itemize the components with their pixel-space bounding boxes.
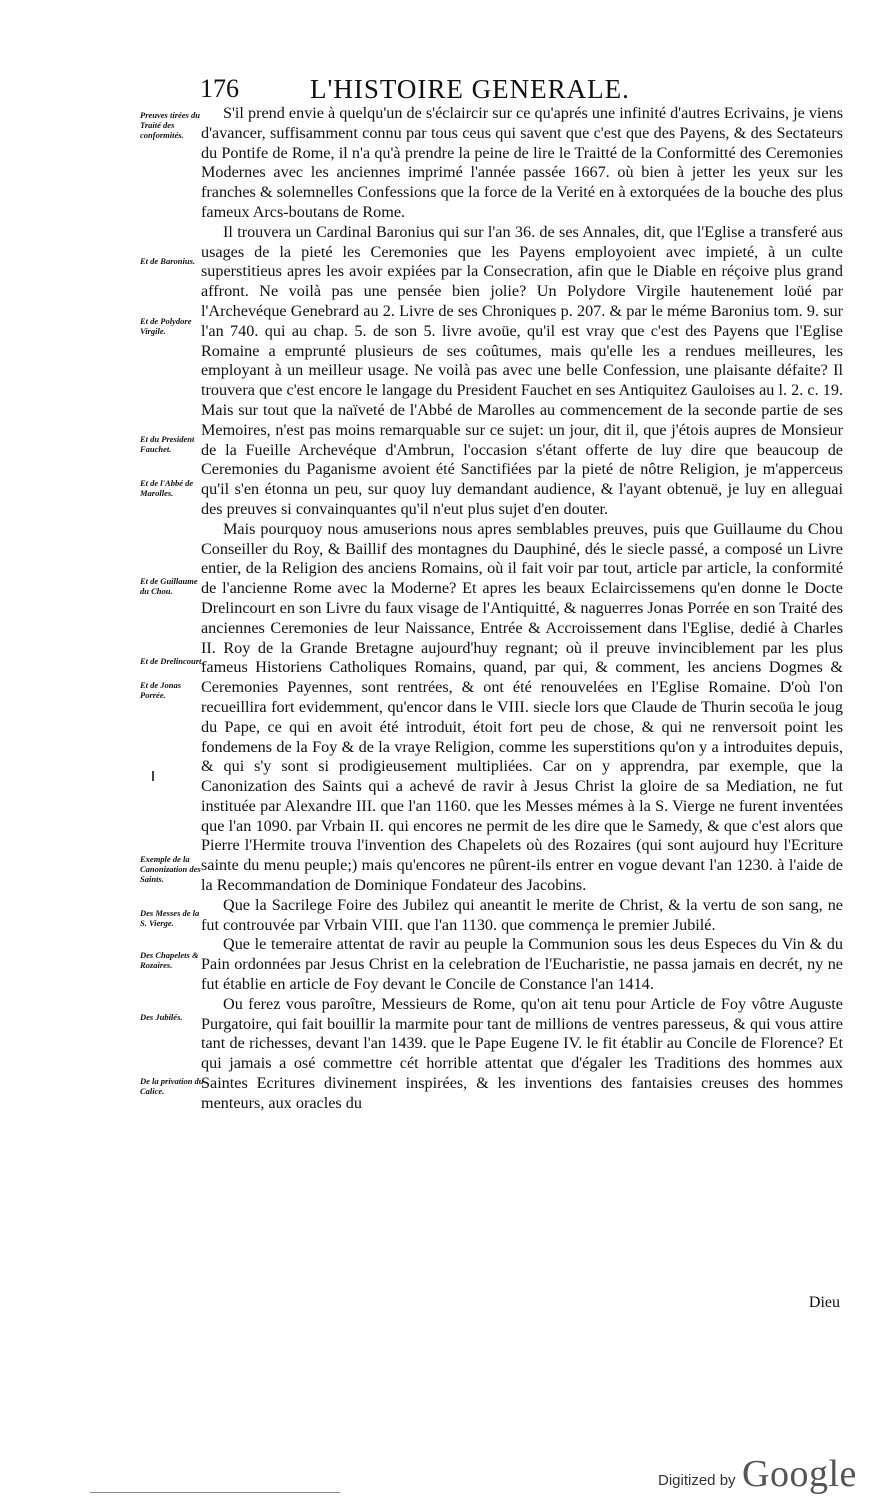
catchword: Dieu bbox=[808, 1294, 840, 1311]
margin-note-chapelets: Des Chapelets & Rozaires. bbox=[140, 950, 199, 970]
margin-tick bbox=[152, 771, 154, 781]
page-header bbox=[200, 74, 840, 108]
paragraph: S'il prend envie à quelqu'un de s'éclaircir sur ce qu'aprés une infinité d'autres Ecrivains, je viens d'avancer, suffisamment connu par tous ceus qui savent que c'est que des Payens, & des Sectateurs du Pontife de Rome, il n'a qu'à prendre la peine de lire le Traitté de la Conformitté des Ceremonies Modernes avec les anciennes imprimé l'année passée 1667. où bien à jetter les yeux sur les franches & solemnelles Confessions que la force de la Verité en à extorquées de la bouche des plus fameux Arcs-boutans de Rome. bbox=[201, 104, 843, 221]
google-logo: Google bbox=[742, 1453, 857, 1495]
paragraph: Il trouvera un Cardinal Baronius qui sur l'an 36. de ses Annales, dit, que l'Eglise a transferé aus usages de la pieté les Ceremonies que les Payens employoient avec impieté, à un culte superstitieus apres les avoir expiées par la Consecration, afin que le Diable en réçoive plus grand affront. Ne voilà pas une pensée bien jolie? Un Polydore Virgile hautenement loüé par l'Archevéque Genebrard au 2. Livre de ses Chroniques p. 207. & par le méme Baronius tom. 9. sur l'an 740. qui au chap. 5. de son 5. livre avoüe, qu'il est vray que c'est des Payens que l'Eglise Romaine a emprunté plusieurs de ses coûtumes, mais qu'elle les a rendues meilleures, les employant à un meilleur usage. Ne voilà pas avec une belle Confession, une plaisante défaite? Il trouvera que c'est encore le langage du President Fauchet en ses Antiquitez Gauloises au l. 2. c. 19. Mais sur tout que la naïveté de l'Abbé de Marolles au commencement de la seconde partie de ses Memoires, n'est pas moins remarquable sur ce sujet: un jour, dit il, que j'étois aupres de Monsieur de la Fueille Archevéque d'Ambrun, l'occasion s'étant offerte de luy dire que beaucoup de Ceremonies du Paganisme avoient été Sanctifiées par la pieté de nôtre Religion, je m'apperceus qu'il s'en étonna un peu, sur quoy luy demandant audience, & l'ayant obtenuë, je luy en alleguai des preuves si convainquantes qu'il n'eut plus sujet d'en douter. bbox=[201, 222, 843, 518]
margin-note-guillaume-du-chou: Et de Guillaume du Chou. bbox=[140, 576, 198, 596]
margin-note-baronius: Et de Baronius. bbox=[140, 256, 196, 266]
digitized-label: Digitized by bbox=[658, 1472, 736, 1489]
margin-note-calice: De la privation du Calice. bbox=[140, 1076, 204, 1096]
body-text bbox=[201, 104, 843, 1114]
margin-note-polydore: Et de Polydore Virgile. bbox=[140, 316, 192, 336]
paragraph: Que la Sacrilege Foire des Jubilez qui aneantit le merite de Christ, & la vertu de son sang, ne fut controuvée par Vrbain VIII. que l'an 1130. que commença le premier Jubilé. bbox=[201, 895, 843, 934]
paragraph: Que le temeraire attentat de ravir au peuple la Communion sous les deus Especes du Vin & du Pain ordonnées par Jesus Christ en la celebration de l'Eucharistie, ne passa jamais en decrét, ny ne fut établie en article de Foy devant le Concile de Constance l'an 1414. bbox=[201, 935, 843, 994]
digitized-by-google-watermark bbox=[658, 1452, 878, 1496]
paragraph: Ou ferez vous paroître, Messieurs de Rome, qu'on ait tenu pour Article de Foy vôtre Auguste Purgatoire, qui fait bouillir la marmite pour tant de millions de ventres paresseus, & qui vous attire tant de richesses, devant l'an 1439. que le Pape Eugene IV. le fit établir au Concile de Florence? Et qui jamais a osé commettre cét horrible attentat que d'égaler les Traditions des hommes aux Saintes Ecritures divinement inspirées, & les inventions des fantaisies creuses des hommes menteurs, aux oracles du bbox=[201, 994, 843, 1112]
margin-note-preuves: Preuves tirées du Traité des conformités. bbox=[140, 110, 200, 140]
margin-note-marolles: Et de l'Abbé de Marolles. bbox=[140, 478, 194, 498]
margin-note-drelincourt: Et de Drelincourt. bbox=[140, 656, 204, 666]
page-number: 176 bbox=[200, 74, 239, 103]
margin-note-porree: Et de Jonas Porrée. bbox=[140, 680, 182, 700]
margin-note-messes: Des Messes de la S. Vierge. bbox=[140, 908, 200, 928]
paragraph: Mais pourquoy nous amuserions nous apres semblables preuves, puis que Guillaume du Chou Conseiller du Roy, & Baillif des montagnes du Dauphiné, dés le siecle passé, a composé un Livre entier, de la Religion des anciens Romains, où il fait voir par tout, article par article, la conformité de l'ancienne Rome avec la Moderne? Et apres les beaux Eclaircissemens qu'en donne le Docte Drelincourt en son Livre du faux visage de l'Antiquitté, & naguerres Jonas Porrée en son Traité des anciennes Ceremonies de leur Naissance, Entrée & Accroissement dans l'Eglise, dedié à Charles II. Roy de la Grande Bretagne aujourd'huy regnant; où il preuve invinciblement par les plus fameus Historiens Catholiques Romains, quand, par qui, & comment, les anciens Dogmes & Ceremonies Payennes, sont rentrées, & ont été renouvelées en l'Eglise Romaine. D'où l'on recueillira fort evidemment, qu'encor dans le VIII. siecle lors que Claude de Thurin secoüa le joug du Pape, ce qui en avoit été introduit, étoit fort peu de chose, & qui ne renversoit point les fondemens de la Foy & de la vraye Religion, comme les superstitions qu'on y a introduites depuis, & qui s'y sont si prodigieusement multipliées. Car on y apprendra, par exemple, que la Canonization des Saints qui a achevé de ravir à Jesus Christ la gloire de sa Mediation, ne fut instituée par Alexandre III. que l'an 1160. que les Messes mémes à la S. Vierge ne furent inventées que l'an 1090. par Vrbain II. qui encores ne permit de les dire que le Samedy, & que c'est alors que Pierre l'Hermite trouva l'invention des Chapelets où des Rozaires (qui sont aujourd huy l'Ecriture sainte du menu peuple;) mais qu'encores ne pûrent-ils entrer en vogue devant l'an 1230. à l'aide de la Recommandation de Dominique Fondateur des Jacobins. bbox=[201, 519, 843, 895]
running-title: L'HISTOIRE GENERALE. bbox=[310, 74, 630, 104]
margin-note-canonization: Exemple de la Canonization des Saints. bbox=[140, 854, 201, 884]
margin-note-jubiles: Des Jubilés. bbox=[140, 1012, 183, 1022]
margin-note-fauchet: Et du President Fauchet. bbox=[140, 434, 195, 454]
bottom-rule bbox=[90, 1492, 340, 1493]
